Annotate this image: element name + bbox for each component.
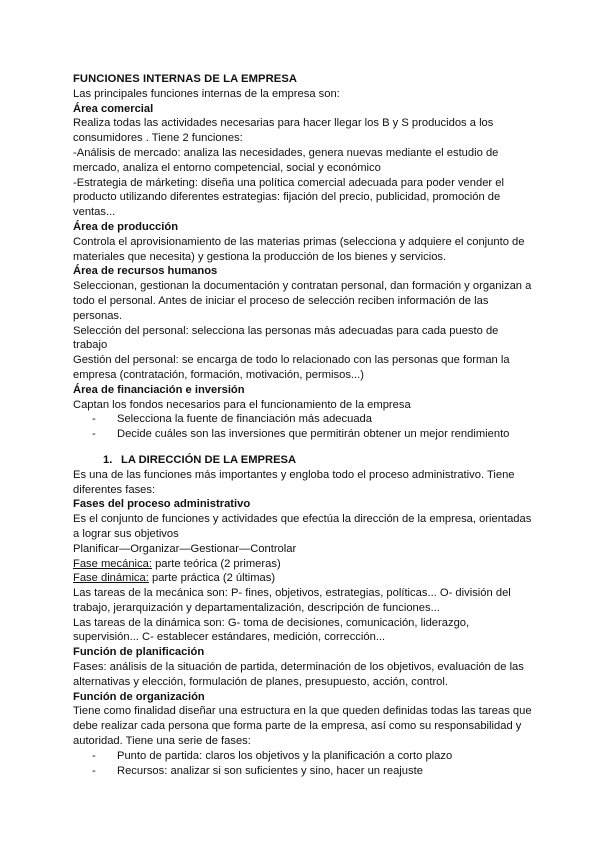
paragraph-line: personas. <box>73 309 123 322</box>
section-heading-organizacion: Función de organización <box>73 690 205 703</box>
paragraph-line: Es el conjunto de funciones y actividades que efectúa la dirección de la empresa, orientadas <box>73 513 532 526</box>
paragraph-line: empresa (contratación, formación, motivación, permisos...) <box>73 368 364 381</box>
paragraph-line: ventas... <box>73 206 116 219</box>
paragraph-line: Fases: análisis de la situación de partida, determinación de los objetivos, evaluación de las <box>73 661 524 674</box>
section-heading-produccion: Área de producción <box>73 220 179 233</box>
paragraph-line: supervisión... C- establecer estándares, medición, corrección... <box>73 631 386 644</box>
paragraph-line: alternativas y elección, formulación de planes, presupuesto, acción, control. <box>73 675 448 688</box>
paragraph-line: materiales que necesita) y gestiona la producción de los bienes y servicios. <box>73 250 447 263</box>
section-heading-fases: Fases del proceso administrativo <box>73 498 251 511</box>
paragraph-line: Las tareas de la dinámica son: G- toma de decisiones, comunicación, liderazgo, <box>73 616 470 629</box>
paragraph-line: Las tareas de la mecánica son: P- fines, objetivos, estrategias, políticas... O- división del <box>73 587 511 600</box>
section-heading-comercial: Área comercial <box>73 102 154 115</box>
fase-mecanica-text: parte teórica (2 primeras) <box>151 557 281 570</box>
paragraph-line: Gestión del personal: se encarga de todo lo relacionado con las personas que forman la <box>73 354 510 367</box>
paragraph-line: trabajo, jerarquización y departamentalización, descripción de funciones... <box>73 601 440 614</box>
bullet-item: - Recursos: analizar si son suficientes y sino, hacer un reajuste <box>73 764 540 779</box>
heading-number: 1. <box>103 453 113 466</box>
fase-dinamica-line <box>73 571 540 586</box>
fase-mecanica-line <box>73 557 540 572</box>
paragraph-line: debe realizar cada persona que forma parte de la empresa, así como su responsabilidad y <box>73 720 522 733</box>
paragraph-line: -Análisis de mercado: analiza las necesidades, genera nuevas mediante el estudio de <box>73 146 499 159</box>
fase-dinamica-label: Fase dinámica: <box>73 572 149 585</box>
paragraph-line: Es una de las funciones más importantes y engloba todo el proceso administrativo. Tiene <box>73 468 515 481</box>
paragraph-line: producto utilizando diferentes estrategias: fijación del precio, publicidad, promoción de <box>73 191 501 204</box>
bullet-item: - Selecciona la fuente de financiación más adecuada <box>73 412 540 427</box>
section-heading-financiacion: Área de financiación e inversión <box>73 383 245 396</box>
section-heading-planificacion: Función de planificación <box>73 646 205 659</box>
paragraph-line: Captan los fondos necesarios para el funcionamiento de la empresa <box>73 398 411 411</box>
paragraph-line: trabajo <box>73 339 108 352</box>
document-title: FUNCIONES INTERNAS DE LA EMPRESA <box>73 73 298 85</box>
fase-dinamica-text: parte práctica (2 últimas) <box>148 572 276 585</box>
paragraph-line: Controla el aprovisionamiento de las materias primas (selecciona y adquiere el conjunto de <box>73 235 525 248</box>
numbered-heading-direccion <box>73 453 540 468</box>
paragraph-line: todo el personal. Antes de iniciar el proceso de selección reciben información de las <box>73 294 489 307</box>
paragraph-line: -Estrategia de márketing: diseña una política comercial adecuada para poder vender el <box>73 176 504 189</box>
paragraph-line: Seleccionan, gestionan la documentación y contratan personal, dan formación y organizan a <box>73 280 532 293</box>
paragraph-line: a lograr sus objetivos <box>73 527 179 540</box>
paragraph-line: Planificar—Organizar—Gestionar—Controlar <box>73 542 297 555</box>
paragraph-line: Realiza todas las actividades necesarias para hacer llegar los B y S producidos a los <box>73 117 494 130</box>
section-heading-rrhh: Área de recursos humanos <box>73 265 218 278</box>
bullet-item: - Punto de partida: claros los objetivos y la planificación a corto plazo <box>73 749 540 764</box>
paragraph-line: Selección del personal: selecciona las personas más adecuadas para cada puesto de <box>73 324 499 337</box>
paragraph-line: Tiene como finalidad diseñar una estructura en la que queden definidas todas las tareas que <box>73 705 532 718</box>
bullet-item: - Decide cuáles son las inversiones que permitirán obtener un mejor rendimiento <box>73 427 540 442</box>
heading-text: LA DIRECCIÓN DE LA EMPRESA <box>121 453 297 466</box>
paragraph-line: mercado, analiza el entorno competencial, social y económico <box>73 161 381 174</box>
paragraph-line: consumidores . Tiene 2 funciones: <box>73 132 243 145</box>
paragraph-line: diferentes fases: <box>73 483 156 496</box>
intro-text: Las principales funciones internas de la empresa son: <box>73 87 340 100</box>
paragraph-line: autoridad. Tiene una serie de fases: <box>73 735 251 748</box>
fase-mecanica-label: Fase mecánica: <box>73 557 152 570</box>
